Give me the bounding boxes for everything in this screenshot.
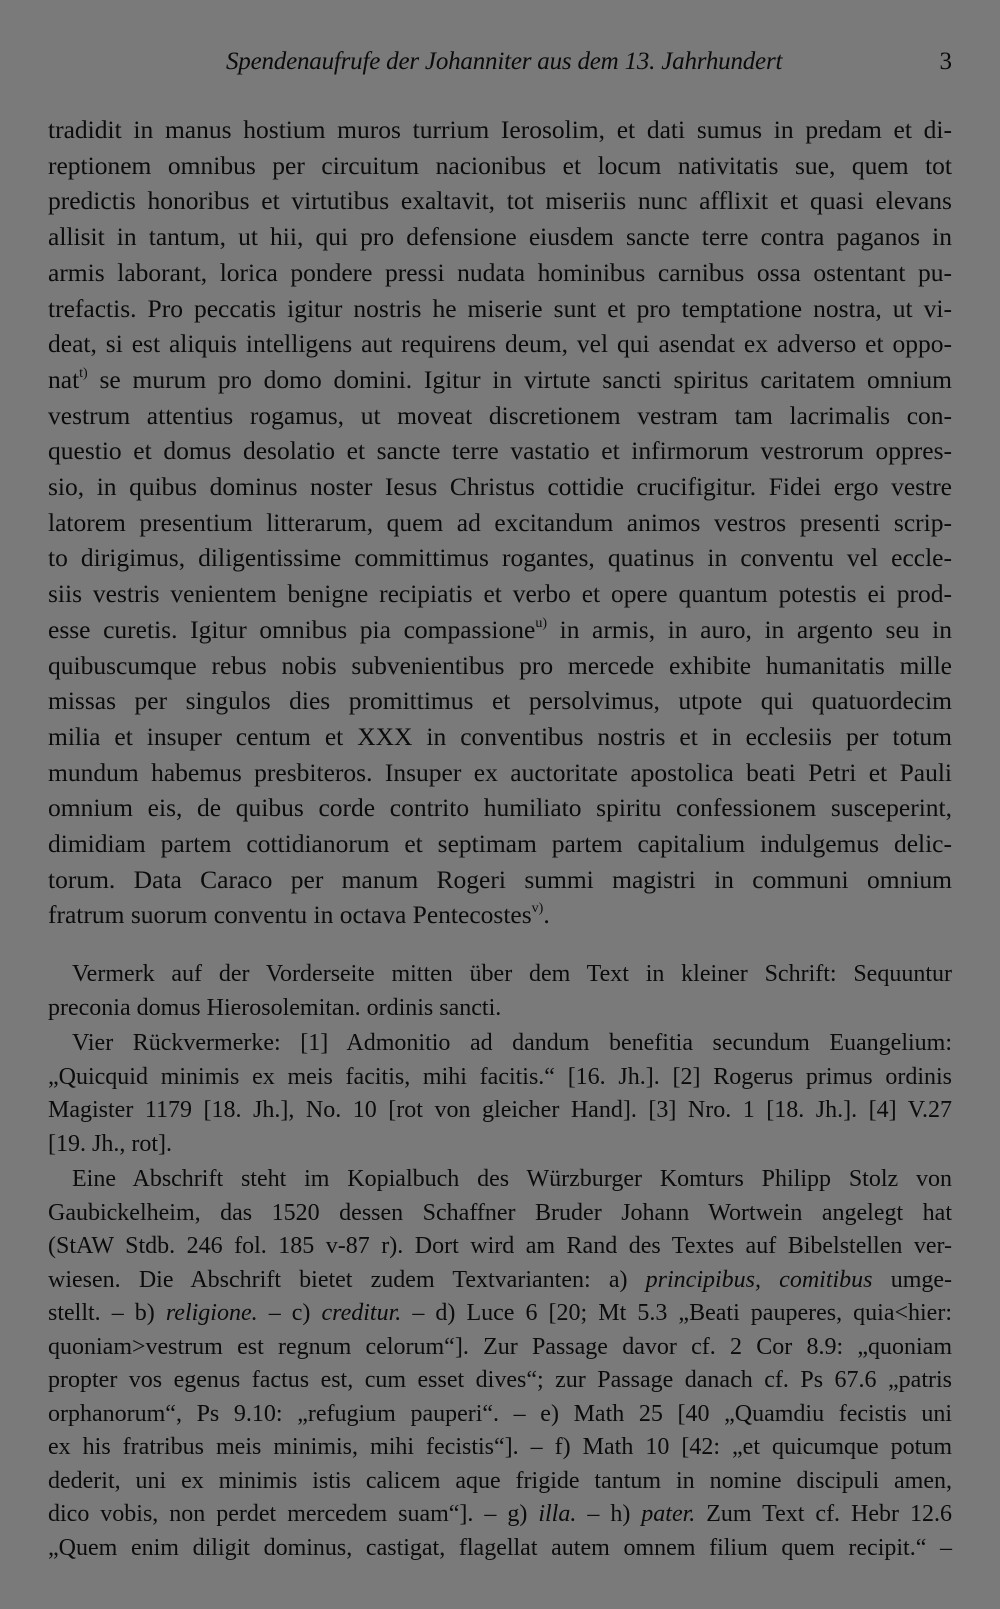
page-header: [48, 48, 952, 88]
footnote-marker: u): [535, 615, 547, 631]
text-line: questio et domus desolatio et sancte terre vastatio et infirmorum vestrorum oppres-: [48, 436, 952, 466]
text-fragment: dico vobis, non perdet mercedem suam“]. – g): [48, 1501, 539, 1527]
note-front-remark: [48, 958, 952, 1025]
footnote-marker: v): [531, 901, 544, 917]
page-number: 3: [939, 48, 952, 75]
text-line: omnium eis, de quibus corde contrito humiliato spiritu confessionem susceperint,: [48, 793, 952, 823]
note-line: (StAW Stdb. 246 fol. 185 v-87 r). Dort wird am Rand des Textes auf Bibelstellen ver-: [48, 1233, 952, 1259]
text-fragment: se murum pro domo domini. Igitur in virtute sancti spiritus caritatem omnium: [87, 364, 952, 394]
note-line: Vier Rückvermerke: [1] Admonitio ad dandum benefitia secundum Euangelium:: [72, 1030, 952, 1056]
text-line: armis laborant, lorica pondere pressi nudata hominibus carnibus ossa ostentant pu-: [48, 257, 952, 287]
text-line: torum. Data Caraco per manum Rogeri summi magistri in communi omnium: [48, 864, 952, 894]
note-line: ex his fratribus meis minimis, mihi fecistis“]. – f) Math 10 [42: „et quicumque potum: [48, 1434, 952, 1460]
variant-italic: religione.: [165, 1300, 258, 1326]
text-fragment: esse curetis. Igitur omnibus pia compassione: [48, 614, 536, 644]
note-line: [48, 1498, 952, 1532]
text-line: to dirigimus, diligentissime committimus rogantes, quatinus in conventu vel eccle-: [48, 543, 952, 573]
note-line: preconia domus Hierosolemitan. ordinis sancti.: [48, 994, 502, 1021]
variant-italic: principibus, comitibus: [645, 1266, 873, 1293]
text-line: predictis honoribus et virtutibus exaltavit, tot miseriis nunc afflixit et quasi elevans: [48, 186, 952, 216]
text-line: mundum habemus presbiteros. Insuper ex auctoritate apostolica beati Petri et Pauli: [48, 757, 952, 787]
note-line: „Quem enim diligit dominus, castigat, flagellat autem omnem filium quem recipit.“ –: [48, 1534, 952, 1561]
text-line: siis vestris venientem benigne recipiatis et verbo et opere quantum potestis ei prod-: [48, 579, 952, 609]
text-line: deat, si est aliquis intelligens aut requirens deum, vel qui asendat ex adverso et oppo-: [48, 329, 952, 359]
variant-italic: creditur.: [321, 1300, 402, 1326]
editorial-notes: [48, 958, 952, 1567]
note-line: Vermerk auf der Vorderseite mitten über dem Text in kleiner Schrift: Sequuntur: [72, 961, 952, 987]
text-line: [48, 612, 952, 648]
text-fragment: wiesen. Die Abschrift bietet zudem Textvarianten: a): [48, 1266, 646, 1293]
text-line: milia et insuper centum et XXX in conventibus nostris et in ecclesiis per totum: [48, 721, 952, 751]
text-line: reptionem omnibus per circuitum nacionibus et locum nativitatis sue, quem tot: [48, 150, 952, 180]
variant-italic: pater.: [641, 1501, 696, 1527]
text-line: trefactis. Pro peccatis igitur nostris he miserie sunt et pro temptatione nostra, ut vi-: [48, 293, 952, 323]
text-fragment: in armis, in auro, in argento seu in: [546, 614, 953, 644]
text-fragment: – h): [576, 1501, 642, 1527]
text-fragment: nat: [48, 364, 80, 394]
note-line: Magister 1179 [18. Jh.], No. 10 [rot von gleicher Hand]. [3] Nro. 1 [18. Jh.]. [4] V.27: [48, 1097, 952, 1123]
text-line: missas per singulos dies promittimus et persolvimus, utpote qui quatuordecim: [48, 686, 952, 716]
text-fragment: – d) Luce 6 [20; Mt 5.3 „Beati pauperes, quia<hier:: [401, 1300, 952, 1326]
note-copy-variants: [48, 1163, 952, 1565]
note-line: [48, 1264, 952, 1298]
note-line: Gaubickelheim, das 1520 dessen Schaffner Bruder Johann Wortwein angelegt hat: [48, 1199, 952, 1226]
note-line: „Quicquid minimis ex meis facitis, mihi facitis.“ [16. Jh.]. [2] Rogerus primus ordinis: [48, 1063, 952, 1090]
running-title: Spendenaufrufe der Johanniter aus dem 13. Jahrhundert: [226, 48, 783, 75]
text-line: vestrum attentius rogamus, ut moveat discretionem vestram tam lacrimalis con-: [48, 400, 952, 430]
note-line: propter vos egenus factus est, cum esset dives“; zur Passage danach cf. Ps 67.6 „patris: [48, 1367, 952, 1393]
note-line: dederit, uni ex minimis istis calicem aque frigide tantum in nomine discipuli amen,: [48, 1467, 952, 1494]
text-line: sio, in quibus dominus noster Iesus Christus cottidie crucifigitur. Fidei ergo vestre: [48, 472, 952, 502]
text-line: allisit in tantum, ut hii, qui pro defensione eiusdem sancte terre contra paganos in: [48, 222, 952, 252]
note-line: quoniam>vestrum est regnum celorum“]. Zur Passage davor cf. 2 Cor 8.9: „quoniam: [48, 1333, 952, 1360]
note-line: [48, 1297, 952, 1331]
variant-italic: illa.: [538, 1501, 577, 1527]
note-back-remarks: [48, 1027, 952, 1161]
footnote-marker: t): [79, 365, 88, 381]
text-line: quibuscumque rebus nobis subvenientibus pro mercede exhibite humanitatis mille: [48, 650, 952, 680]
note-line: Eine Abschrift steht im Kopialbuch des Würzburger Komturs Philipp Stolz von: [72, 1166, 952, 1192]
text-line: latorem presentium litterarum, quem ad excitandum animos vestros presenti scrip-: [48, 507, 952, 537]
text-fragment: .: [543, 900, 550, 930]
text-fragment: stellt. – b): [48, 1300, 166, 1326]
text-line: dimidiam partem cottidianorum et septimam partem capitalium indulgemus delic-: [48, 829, 952, 859]
text-line: [48, 362, 952, 398]
text-fragment: fratrum suorum conventu in octava Pentecostes: [48, 900, 532, 930]
note-line: orphanorum“, Ps 9.10: „refugium pauperi“. – e) Math 25 [40 „Quamdiu fecistis uni: [48, 1400, 952, 1427]
text-fragment: – c): [257, 1300, 322, 1326]
text-line: tradidit in manus hostium muros turrium Ierosolim, et dati sumus in predam et di-: [48, 115, 952, 144]
text-fragment: Zum Text cf. Hebr 12.6: [695, 1501, 952, 1527]
text-fragment: umge-: [872, 1266, 953, 1293]
latin-document-body: [48, 112, 952, 933]
note-line: [19. Jh., rot].: [48, 1130, 172, 1157]
text-line: [48, 897, 952, 933]
